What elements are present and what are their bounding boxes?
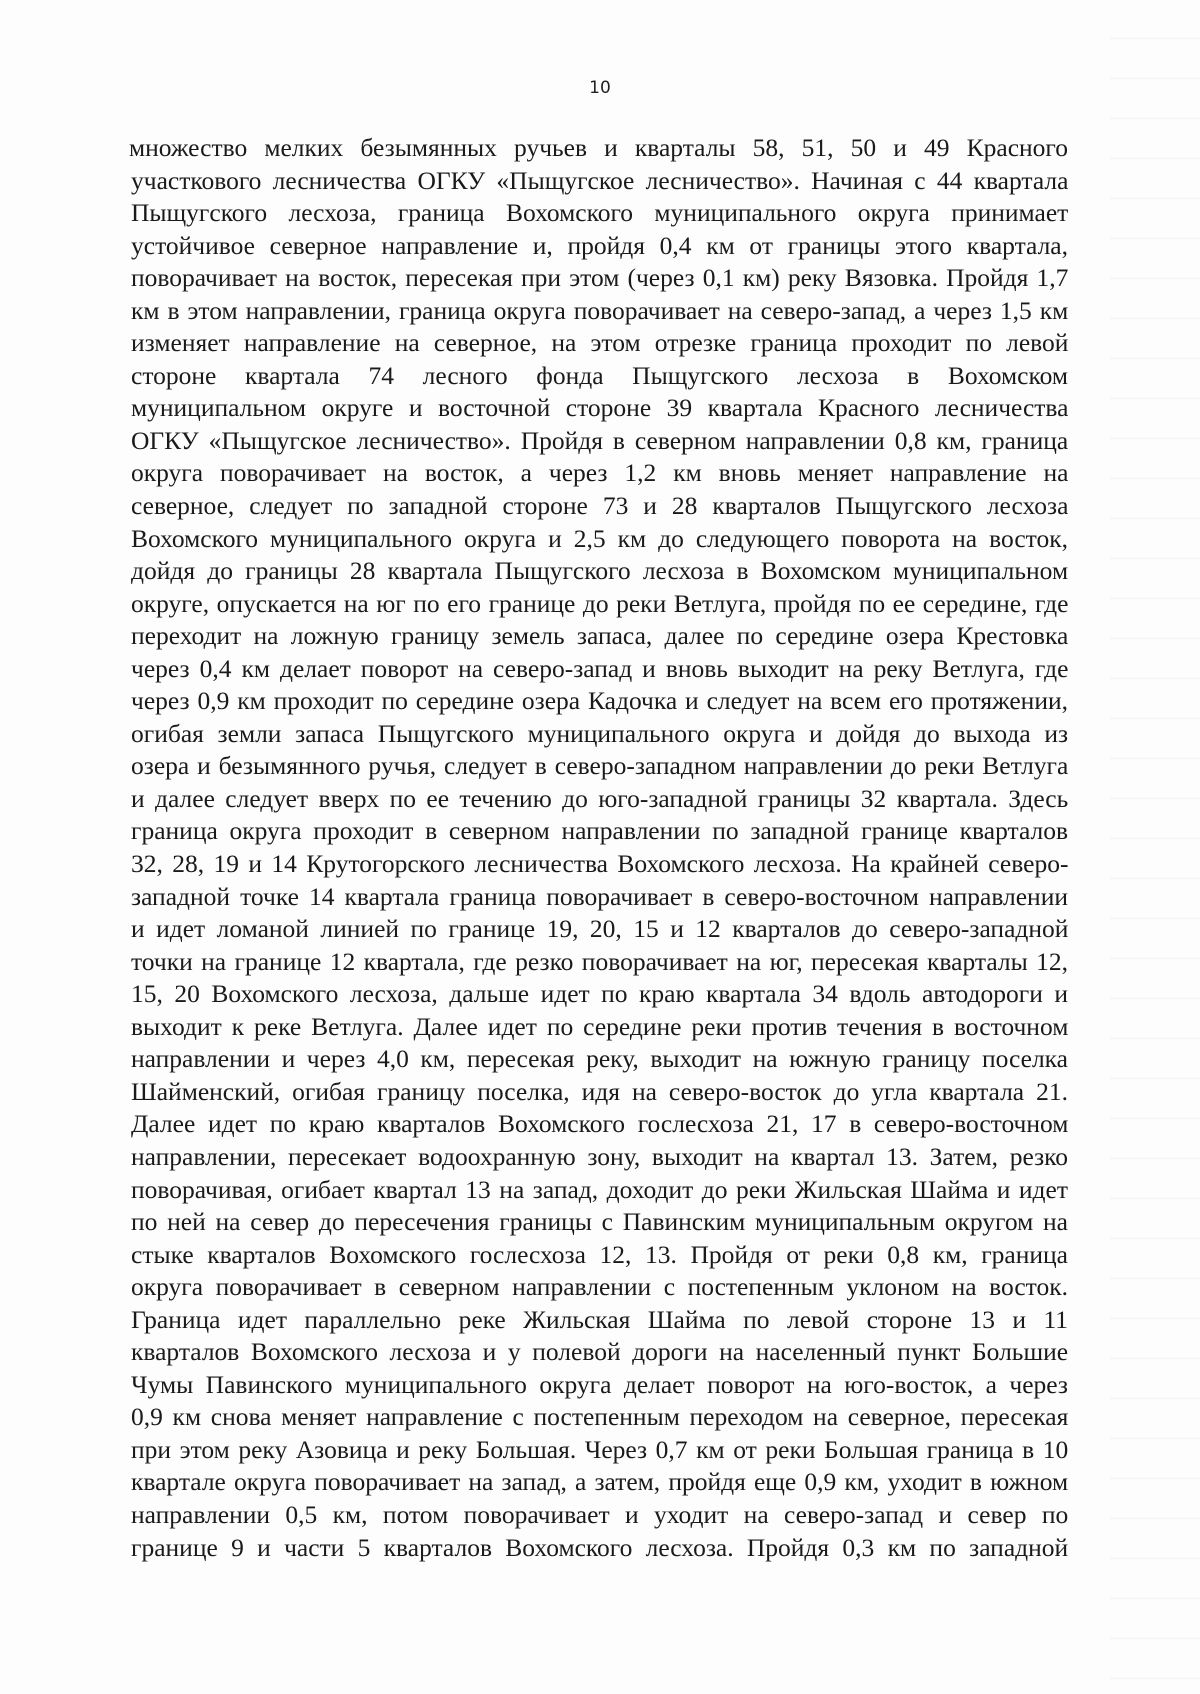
text-line: направлении, пересекает водоохранную зону, выходит на квартал 13. Затем, резко (131, 1141, 1068, 1171)
text-line: через 0,9 км проходит по середине озера Кадочка и следует на всем его протяжении, (131, 686, 1068, 716)
text-line: выходит к реке Ветлуга. Далее идет по середине реки против течения в восточном (131, 1011, 1069, 1041)
body-text (131, 132, 1068, 1564)
text-line: и идет ломаной линией по границе 19, 20, 15 и 12 кварталов до северо-западной (131, 914, 1069, 944)
text-line: направлении 0,5 км, потом поворачивает и уходит на северо-запад и север по (131, 1499, 1069, 1529)
text-line: направлении и через 4,0 км, пересекая реку, выходит на южную границу поселка (131, 1044, 1068, 1074)
text-line: Вохомского муниципального округа и 2,5 км до следующего поворота на восток, (131, 523, 1068, 553)
text-line: Далее идет по краю кварталов Вохомского гослесхоза 21, 17 в северо-восточном (131, 1109, 1069, 1139)
text-line: северное, следует по западной стороне 73 и 28 кварталов Пыщугского лесхоза (131, 491, 1069, 521)
text-line: км в этом направлении, граница округа поворачивает на северо-запад, а через 1,5 км (131, 295, 1069, 325)
text-line: муниципальном округе и восточной стороне 39 квартала Красного лесничества (131, 393, 1069, 423)
text-line: округа поворачивает на восток, а через 1,2 км вновь меняет направление на (131, 458, 1069, 488)
text-line: кварталов Вохомского лесхоза и у полевой дороги на населенный пункт Большие (131, 1337, 1069, 1367)
text-line: 0,9 км снова меняет направление с постепенным переходом на северное, пересекая (131, 1402, 1069, 1432)
text-line: квартале округа поворачивает на запад, а затем, пройдя еще 0,9 км, уходит в южном (131, 1467, 1069, 1497)
text-line: по ней на север до пересечения границы с Павинским муниципальным округом на (131, 1207, 1068, 1237)
text-line: округе, опускается на юг по его границе до реки Ветлуга, пройдя по ее середине, где (131, 588, 1069, 618)
text-line: при этом реку Азовица и реку Большая. Через 0,7 км от реки Большая граница в 10 (131, 1434, 1069, 1464)
text-line: участкового лесничества ОГКУ «Пыщугское лесничество». Начиная с 44 квартала (131, 165, 1069, 195)
text-line: поворачивая, огибает квартал 13 на запад, доходит до реки Жильская Шайма и идет (131, 1174, 1068, 1204)
text-line: переходит на ложную границу земель запаса, далее по середине озера Крестовка (131, 621, 1069, 651)
text-line: граница округа проходит в северном направлении по западной границе кварталов (131, 816, 1068, 846)
text-line: изменяет направление на северное, на этом отрезке граница проходит по левой (131, 328, 1069, 358)
text-line: устойчивое северное направление и, пройдя 0,4 км от границы этого квартала, (131, 230, 1068, 260)
text-line: точки на границе 12 квартала, где резко поворачивает на юг, пересекая кварталы 12, (131, 946, 1068, 976)
text-line: огибая земли запаса Пыщугского муниципального округа и дойдя до выхода из (131, 718, 1069, 748)
text-line: западной точке 14 квартала граница поворачивает в северо-восточном направлении (131, 881, 1068, 911)
text-line: и далее следует вверх по ее течению до юго-западной границы 32 квартала. Здесь (131, 783, 1069, 813)
text-line: Чумы Павинского муниципального округа делает поворот на юго-восток, а через (131, 1369, 1068, 1399)
text-line: дойдя до границы 28 квартала Пыщугского лесхоза в Вохомском муниципальном (131, 556, 1069, 586)
text-line: Пыщугского лесхоза, граница Вохомского муниципального округа принимает (131, 198, 1069, 228)
text-line: округа поворачивает в северном направлении с постепенным уклоном на восток. (131, 1272, 1068, 1302)
text-line: озера и безымянного ручья, следует в северо-западном направлении до реки Ветлуга (131, 751, 1069, 781)
text-line: стороне квартала 74 лесного фонда Пыщугского лесхоза в Вохомском (131, 360, 1068, 390)
text-line: через 0,4 км делает поворот на северо-запад и вновь выходит на реку Ветлуга, где (131, 653, 1069, 683)
text-line: 32, 28, 19 и 14 Крутогорского лесничества Вохомского лесхоза. На крайней северо- (131, 849, 1069, 879)
text-line: границе 9 и части 5 кварталов Вохомского лесхоза. Пройдя 0,3 км по западной (131, 1532, 1069, 1562)
text-line: поворачивает на восток, пересекая при этом (через 0,1 км) реку Вязовка. Пройдя 1,7 (131, 263, 1069, 293)
text-line: Шайменский, огибая границу поселка, идя на северо-восток до угла квартала 21. (131, 1076, 1068, 1106)
text-line: ОГКУ «Пыщугское лесничество». Пройдя в северном направлении 0,8 км, граница (131, 425, 1069, 455)
scan-edge-artifact (1110, 0, 1200, 1694)
text-line: 15, 20 Вохомского лесхоза, дальше идет по краю квартала 34 вдоль автодороги и (131, 979, 1068, 1009)
text-line: Граница идет параллельно реке Жильская Шайма по левой стороне 13 и 11 (131, 1304, 1068, 1334)
text-line: стыке кварталов Вохомского гослесхоза 12, 13. Пройдя от реки 0,8 км, граница (131, 1239, 1068, 1269)
text-line: множество мелких безымянных ручьев и кварталы 58, 51, 50 и 49 Красного (129, 133, 1068, 162)
page-number: 10 (589, 78, 611, 98)
